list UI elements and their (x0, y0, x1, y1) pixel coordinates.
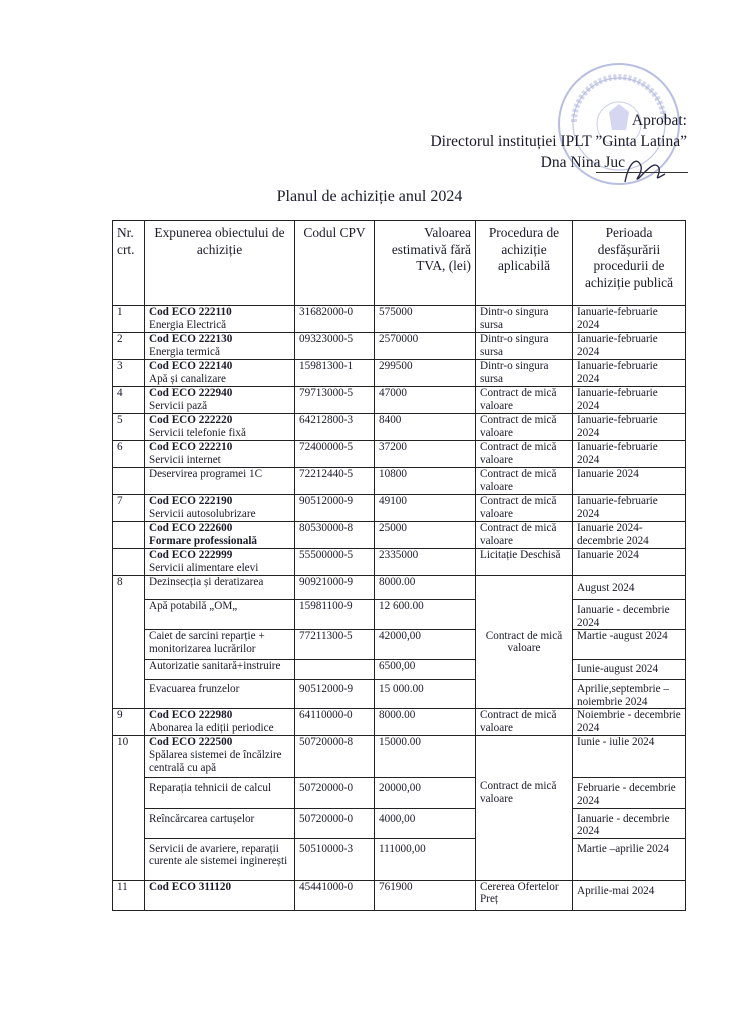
table-row (113, 630, 686, 660)
cell-perioada: Iunie-august 2024 (573, 660, 686, 680)
cell-procedura: Dintr-o singura sursa (476, 306, 573, 333)
eco-code: Cod ECO 222210 (149, 441, 233, 453)
table-row (113, 778, 686, 808)
cell-perioada: Ianuarie-februarie 2024 (573, 414, 686, 441)
eco-code: Cod ECO 222980 (149, 709, 233, 722)
cell-procedura (476, 736, 573, 880)
cell-nr: 8 (113, 576, 145, 709)
item-desc: Servicii telefonie fixă (149, 426, 246, 439)
header-procedura: Procedura de achiziție aplicabilă (476, 221, 573, 306)
cell-perioada: Noiembrie - decembrie 2024 (573, 709, 686, 736)
cell-cpv: 72212440-5 (295, 468, 375, 495)
cell-cpv: 50510000-3 (295, 838, 375, 880)
cell-valoare: 4000,00 (375, 808, 476, 838)
approval-position: Directorul instituției IPLT ”Ginta Latina” (430, 133, 687, 150)
cell-cpv: 09323000-5 (295, 333, 375, 360)
cell-perioada: Iunie - iulie 2024 (573, 736, 686, 778)
cell-obiect (145, 441, 295, 468)
cell-obiect (145, 522, 295, 549)
table-row (113, 549, 686, 576)
cell-obiect (145, 880, 295, 910)
table-row (113, 838, 686, 880)
table-row (113, 468, 686, 495)
cell-procedura: Contract de mică valoare (476, 522, 573, 549)
table-row (113, 414, 686, 441)
header-perioada: Perioada desfășurării procedurii de achiziție publică (573, 221, 686, 306)
eco-code: Cod ECO 311120 (149, 880, 232, 893)
cell-valoare: 6500,00 (375, 660, 476, 680)
cell-perioada: Ianuarie-februarie 2024 (573, 495, 686, 522)
cell-procedura: Contract de mică valoare (476, 387, 573, 414)
item-desc: Energia termică (149, 345, 220, 358)
cell-nr: 1 (113, 306, 145, 333)
cell-valoare: 12 600.00 (375, 600, 476, 630)
cell-nr (113, 468, 145, 495)
cell-cpv: 64212800-3 (295, 414, 375, 441)
cell-obiect (145, 333, 295, 360)
item-desc: Energia Electrică (149, 318, 227, 331)
cell-cpv: 77211300-5 (295, 630, 375, 660)
cell-perioada: Ianuarie-februarie 2024 (573, 360, 686, 387)
cell-obiect: Reîncărcarea cartușelor (145, 808, 295, 838)
table-row (113, 880, 686, 910)
approval-name: Dna Nina Juc (540, 154, 625, 171)
cell-nr: 10 (113, 736, 145, 880)
cell-perioada: August 2024 (573, 576, 686, 600)
cell-valoare: 8000.00 (375, 576, 476, 600)
cell-perioada: Martie -august 2024 (573, 630, 686, 660)
item-desc: Spălarea sistemei de încălzire centrală cu apă (149, 748, 282, 774)
eco-code: Cod ECO 222110 (149, 306, 232, 318)
cell-cpv (295, 660, 375, 680)
eco-code: Cod ECO 222940 (149, 387, 233, 399)
cell-valoare: 2335000 (375, 549, 476, 576)
cell-procedura: Contract de mică valoare (476, 576, 573, 709)
procurement-table (112, 220, 686, 911)
cell-cpv: 64110000-0 (295, 709, 375, 736)
cell-nr: 3 (113, 360, 145, 387)
item-desc: Servicii autosolubrizare (149, 507, 256, 520)
cell-valoare: 111000,00 (375, 838, 476, 880)
cell-perioada: Ianuarie - decembrie 2024 (573, 600, 686, 630)
cell-obiect (145, 306, 295, 333)
cell-valoare: 15 000.00 (375, 680, 476, 709)
eco-code: Cod ECO 222140 (149, 360, 233, 372)
cell-perioada: Martie –aprilie 2024 (573, 838, 686, 880)
cell-valoare: 8400 (375, 414, 476, 441)
cell-procedura: Contract de mică valoare (476, 468, 573, 495)
eco-code: Cod ECO 222500 (149, 736, 233, 749)
cell-nr (113, 549, 145, 576)
table-row (113, 333, 686, 360)
item-desc: Apă și canalizare (149, 372, 227, 385)
item-desc: Servicii pază (149, 399, 208, 412)
cell-obiect (145, 387, 295, 414)
table-row (113, 522, 686, 549)
approval-label: Aprobat: (631, 112, 687, 129)
cell-valoare: 761900 (375, 880, 476, 910)
cell-perioada: Ianuarie 2024-decembrie 2024 (573, 522, 686, 549)
cell-obiect: Servicii de avariere, reparații curente ale sistemei inginerești (145, 838, 295, 880)
eco-code: Cod ECO 222600 (149, 522, 233, 534)
cell-nr (113, 522, 145, 549)
table-row (113, 495, 686, 522)
eco-code: Cod ECO 222220 (149, 414, 233, 426)
cell-nr: 2 (113, 333, 145, 360)
item-desc: Deservirea programei 1C (149, 468, 263, 480)
table-row (113, 441, 686, 468)
table-row (113, 660, 686, 680)
cell-cpv: 50720000-0 (295, 808, 375, 838)
cell-obiect: Autorizatie sanitară+instruire (145, 660, 295, 680)
table-row (113, 736, 686, 778)
table-row (113, 360, 686, 387)
cell-procedura: Contract de mică valoare (476, 709, 573, 736)
cell-valoare: 10800 (375, 468, 476, 495)
cell-nr: 4 (113, 387, 145, 414)
eco-code: Cod ECO 222190 (149, 495, 233, 507)
cell-valoare: 2570000 (375, 333, 476, 360)
cell-cpv: 50720000-0 (295, 778, 375, 808)
table-row (113, 576, 686, 600)
cell-perioada: Ianuarie-februarie 2024 (573, 387, 686, 414)
header-valoare: Valoarea estimativă fără TVA, (lei) (375, 221, 476, 306)
cell-cpv: 80530000-8 (295, 522, 375, 549)
cell-procedura: Dintr-o singura sursa (476, 360, 573, 387)
cell-nr: 6 (113, 441, 145, 468)
table-row (113, 680, 686, 709)
cell-obiect: Caiet de sarcini reparție + monitorizarea lucrărilor (145, 630, 295, 660)
signature-line (596, 172, 688, 173)
cell-obiect (145, 360, 295, 387)
cell-cpv: 72400000-5 (295, 441, 375, 468)
cell-valoare: 42000,00 (375, 630, 476, 660)
item-desc: Servicii internet (149, 453, 221, 466)
table-row (113, 709, 686, 736)
cell-nr: 9 (113, 709, 145, 736)
eco-code: Cod ECO 222999 (149, 549, 233, 561)
cell-procedura: Contract de mică valoare (476, 414, 573, 441)
cell-perioada: Aprilie-mai 2024 (573, 880, 686, 910)
cell-valoare: 8000.00 (375, 709, 476, 736)
table-row (113, 306, 686, 333)
cell-valoare: 15000.00 (375, 736, 476, 778)
cell-cpv: 90512000-9 (295, 680, 375, 709)
cell-valoare: 20000,00 (375, 778, 476, 808)
cell-obiect: Dezinsecția și deratizarea (145, 576, 295, 600)
cell-valoare: 49100 (375, 495, 476, 522)
cell-procedura: Licitație Deschisă (476, 549, 573, 576)
cell-obiect (145, 549, 295, 576)
cell-cpv: 31682000-0 (295, 306, 375, 333)
cell-obiect (145, 414, 295, 441)
header-obiect: Expunerea obiectului de achiziție (145, 221, 295, 306)
cell-nr: 7 (113, 495, 145, 522)
cell-cpv: 90512000-9 (295, 495, 375, 522)
cell-obiect: Evacuarea frunzelor (145, 680, 295, 709)
cell-obiect (145, 736, 295, 778)
item-desc: Servicii alimentare elevi (149, 561, 259, 574)
cell-valoare: 37200 (375, 441, 476, 468)
cell-nr: 11 (113, 880, 145, 910)
cell-perioada: Ianuarie 2024 (573, 468, 686, 495)
cell-obiect (145, 709, 295, 736)
cell-procedura: Cererea Ofertelor Preț (476, 880, 573, 910)
cell-perioada: Ianuarie-februarie 2024 (573, 441, 686, 468)
cell-valoare: 299500 (375, 360, 476, 387)
cell-perioada: Aprilie,septembrie –noiembrie 2024 (573, 680, 686, 709)
cell-procedura: Contract de mică valoare (476, 441, 573, 468)
cell-perioada: Ianuarie-februarie 2024 (573, 333, 686, 360)
header-cpv: Codul CPV (295, 221, 375, 306)
cell-cpv: 55500000-5 (295, 549, 375, 576)
cell-cpv: 15981100-9 (295, 600, 375, 630)
cell-valoare: 47000 (375, 387, 476, 414)
cell-obiect (145, 495, 295, 522)
cell-cpv: 50720000-8 (295, 736, 375, 778)
cell-procedura: Dintr-o singura sursa (476, 333, 573, 360)
cell-cpv: 45441000-0 (295, 880, 375, 910)
item-desc: Abonarea la ediții periodice (149, 721, 274, 734)
cell-cpv: 90921000-9 (295, 576, 375, 600)
item-desc: Formare professională (149, 534, 258, 547)
procedure-text: Contract de mică valoare (480, 780, 557, 806)
table-row (113, 600, 686, 630)
table-header-row (113, 221, 686, 306)
cell-procedura: Contract de mică valoare (476, 495, 573, 522)
cell-obiect: Reparația tehnicii de calcul (145, 778, 295, 808)
cell-nr: 5 (113, 414, 145, 441)
cell-perioada: Ianuarie - decembrie 2024 (573, 808, 686, 838)
cell-obiect (145, 468, 295, 495)
cell-obiect: Apă potabilă „OM„ (145, 600, 295, 630)
table-row (113, 808, 686, 838)
cell-cpv: 79713000-5 (295, 387, 375, 414)
cell-valoare: 575000 (375, 306, 476, 333)
eco-code: Cod ECO 222130 (149, 333, 233, 345)
header-nr: Nr. crt. (113, 221, 145, 306)
cell-cpv: 15981300-1 (295, 360, 375, 387)
cell-perioada: Februarie - decembrie 2024 (573, 778, 686, 808)
cell-perioada: Ianuarie 2024 (573, 549, 686, 576)
cell-valoare: 25000 (375, 522, 476, 549)
page-title: Planul de achiziție anul 2024 (276, 188, 463, 205)
cell-perioada: Ianuarie-februarie 2024 (573, 306, 686, 333)
table-row (113, 387, 686, 414)
